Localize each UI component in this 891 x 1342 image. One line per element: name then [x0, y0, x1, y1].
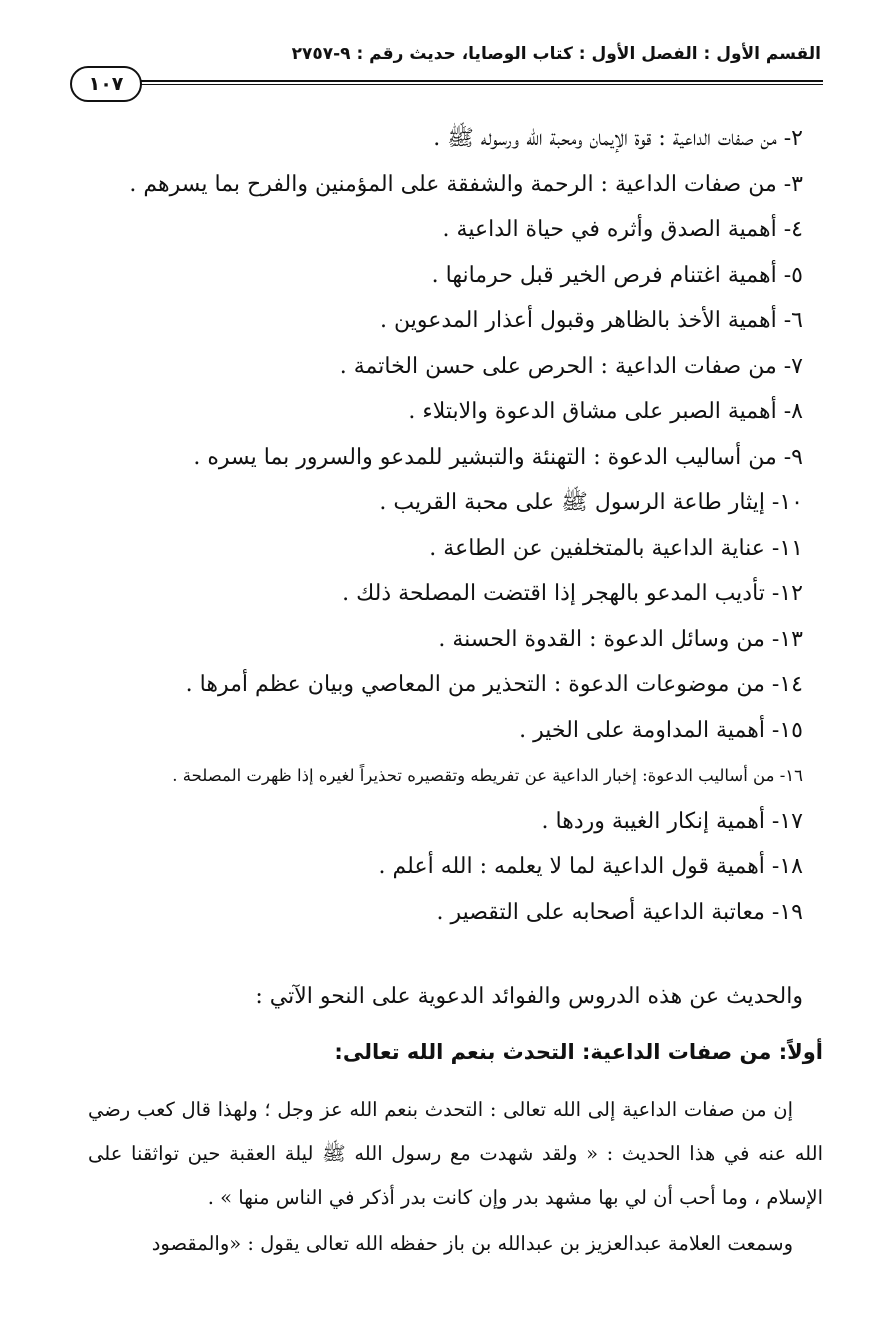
list-item: ١٤- من موضوعات الدعوة : التحذير من المعاصي وبيان عظم أمرها .	[185, 672, 803, 697]
list-item: ١٥- أهمية المداومة على الخير .	[519, 717, 803, 743]
list-item: ٣- من صفات الداعية : الرحمة والشفقة على المؤمنين والفرح بما يسرهم .	[129, 171, 803, 197]
list-item: ٨- أهمية الصبر على مشاق الدعوة والابتلاء .	[408, 399, 803, 424]
header-rule	[140, 80, 823, 85]
section-heading: أولاً: من صفات الداعية: التحدث بنعم الله تعالى:	[334, 1040, 823, 1064]
list-item: ٢- من صفات الداعية : قوة الإيمان ومحبة الله ورسوله ﷺ .	[433, 126, 803, 151]
list-item: ٤- أهمية الصدق وأثره في حياة الداعية .	[442, 217, 803, 242]
list-item: ١٩- معاتبة الداعية أصحابه على التقصير .	[436, 899, 803, 925]
body-paragraph: إن من صفات الداعية إلى الله تعالى : التحدث بنعم الله عز وجل ؛ ولهذا قال كعب رضي الله عنه في هذا الحديث : « ولقد شهدت مع رسول الله ﷺ ليلة العقبة حين تواثقنا على الإسلام ، وما أحب أن لي بها مشهد بدر وإن كانت بدر أذكر في الناس منها » .	[88, 1098, 823, 1209]
list-item: ١٨- أهمية قول الداعية لما لا يعلمه : الله أعلم .	[378, 854, 803, 879]
list-item: ١٧- أهمية إنكار الغيبة وردها .	[541, 808, 803, 834]
list-item: ١٦- من أساليب الدعوة: إخبار الداعية عن تفريطه وتقصيره تحذيراً لغيره إذا ظهرت المصلحة .	[172, 766, 803, 785]
intro-line: والحديث عن هذه الدروس والفوائد الدعوية على النحو الآتي :	[255, 984, 803, 1009]
list-item: ١٢- تأديب المدعو بالهجر إذا اقتضت المصلحة ذلك .	[342, 581, 803, 606]
body-paragraph-continued: وسمعت العلامة عبدالعزيز بن عبدالله بن باز حفظه الله تعالى يقول : «والمقصود	[151, 1232, 793, 1255]
lessons-list	[90, 116, 803, 935]
list-item: ١٣- من وسائل الدعوة : القدوة الحسنة .	[438, 626, 803, 652]
list-item: ١٠- إيثار طاعة الرسول ﷺ على محبة القريب .	[379, 490, 803, 515]
list-item: ٩- من أساليب الدعوة : التهنئة والتبشير للمدعو والسرور بما يسره .	[193, 444, 803, 470]
list-item: ٥- أهمية اغتنام فرص الخير قبل حرمانها .	[431, 262, 803, 288]
list-item: ٦- أهمية الأخذ بالظاهر وقبول أعذار المدعوين .	[380, 308, 803, 333]
page-number: ١٠٧	[70, 66, 142, 102]
running-header: القسم الأول : الفصل الأول : كتاب الوصايا، حديث رقم : ٩-٢٧٥٧	[291, 44, 821, 64]
list-item: ٧- من صفات الداعية : الحرص على حسن الخاتمة .	[339, 353, 803, 379]
list-item: ١١- عناية الداعية بالمتخلفين عن الطاعة .	[429, 535, 803, 561]
